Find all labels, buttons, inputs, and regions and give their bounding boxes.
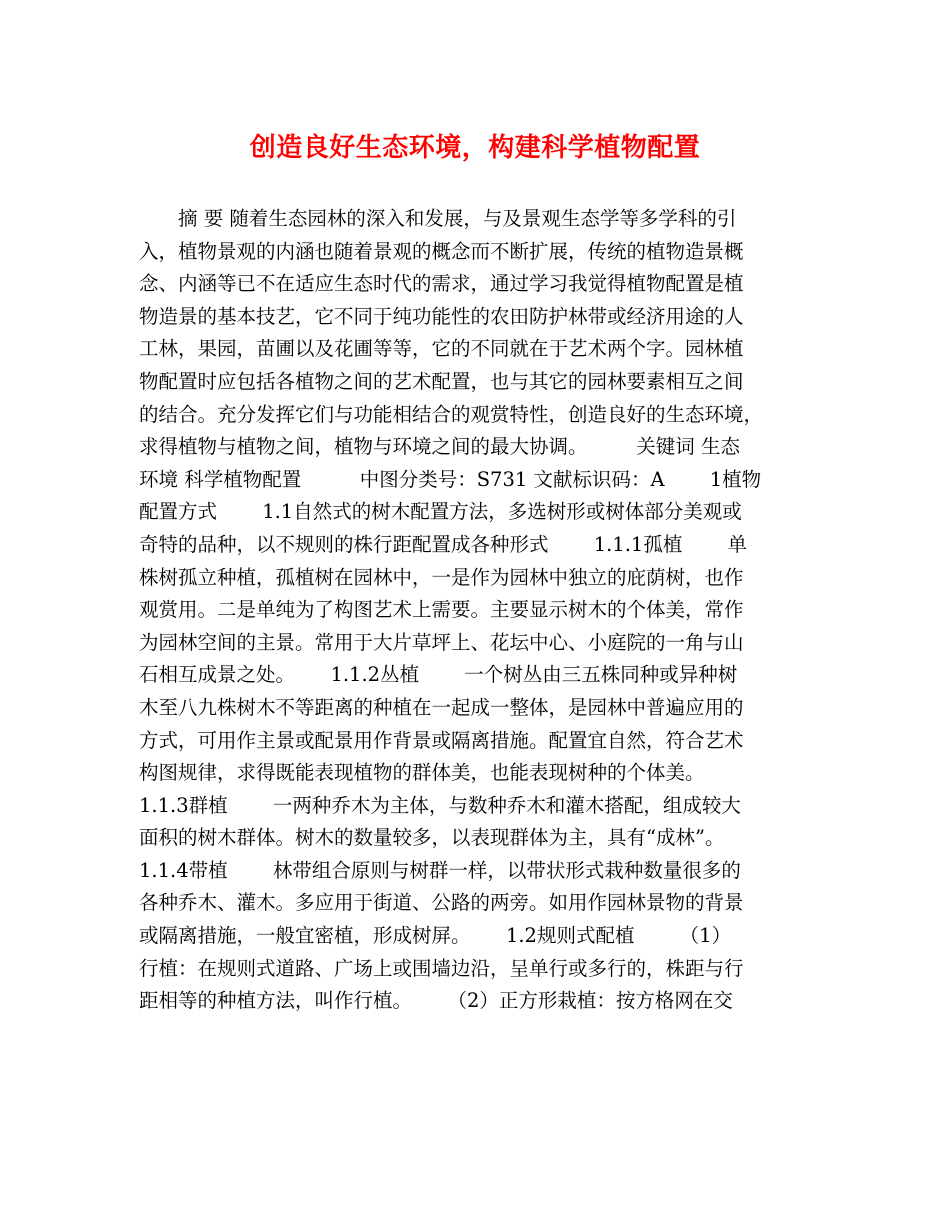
- body-line: 1.1.3群植 一两种乔木为主体，与数种乔木和灌木搭配，组成较大: [139, 793, 741, 817]
- body-line: 工林，果园，苗圃以及花圃等等，它的不同就在于艺术两个字。园林植: [139, 337, 744, 361]
- document-title: 创造良好生态环境，构建科学植物配置: [249, 133, 701, 163]
- body-line: 物造景的基本技艺，它不同于纯功能性的农田防护林带或经济用途的人: [139, 304, 744, 328]
- body-line: 物配置时应包括各植物之间的艺术配置，也与其它的园林要素相互之间: [139, 369, 744, 393]
- body-line: 为园林空间的主景。常用于大片草坪上、花坛中心、小庭院的一角与山: [139, 630, 744, 654]
- body-line: 行植：在规则式道路、广场上或围墙边沿，呈单行或多行的，株距与行: [139, 956, 744, 980]
- body-line: 奇特的品种，以不规则的株行距配置成各种形式 1.1.1孤植 单: [139, 532, 748, 556]
- document-body: [139, 203, 815, 1018]
- body-line: 入，植物景观的内涵也随着景观的概念而不断扩展，传统的植物造景概: [139, 239, 744, 263]
- body-line: 1.1.4带植 林带组合原则与树群一样，以带状形式栽种数量很多的: [139, 858, 741, 882]
- body-line: 木至八九株树木不等距离的种植在一起成一整体，是园林中普遍应用的: [139, 695, 744, 719]
- body-line: 求得植物与植物之间，植物与环境之间的最大协调。 关键词 生态: [139, 435, 740, 459]
- body-line: 面积的树木群体。树木的数量较多，以表现群体为主，具有“成林”。: [139, 826, 725, 850]
- body-line: 各种乔木、灌木。多应用于街道、公路的两旁。如用作园林景物的背景: [139, 891, 744, 915]
- body-line: 念、内涵等已不在适应生态时代的需求，通过学习我觉得植物配置是植: [139, 272, 744, 296]
- body-line: 摘 要 随着生态园林的深入和发展，与及景观生态学等多学科的引: [139, 207, 737, 230]
- body-line: 的结合。充分发挥它们与功能相结合的观赏特性，创造良好的生态环境，: [139, 402, 764, 426]
- body-line: 观赏用。二是单纯为了构图艺术上需要。主要显示树木的个体美，常作: [139, 598, 744, 622]
- body-line: 距相等的种植方法，叫作行植。 （2）正方形栽植：按方格网在交: [139, 989, 733, 1013]
- body-line: 配置方式 1.1自然式的树木配置方法，多选树形或树体部分美观或: [139, 500, 742, 524]
- body-line: 株树孤立种植，孤植树在园林中，一是作为园林中独立的庇荫树，也作: [139, 565, 744, 589]
- body-line: 方式，可用作主景或配景用作背景或隔离措施。配置宜自然，符合艺术: [139, 728, 744, 752]
- body-line: 环境 科学植物配置 中图分类号：S731 文献标识码：A 1植物: [139, 467, 762, 491]
- body-line: 或隔离措施，一般宜密植，形成树屏。 1.2规则式配植 （1）: [139, 924, 732, 948]
- body-line: 石相互成景之处。 1.1.2丛植 一个树丛由三五株同种或异种树: [139, 663, 738, 687]
- body-line: 构图规律，求得既能表现植物的群体美，也能表现树种的个体美。: [139, 761, 705, 785]
